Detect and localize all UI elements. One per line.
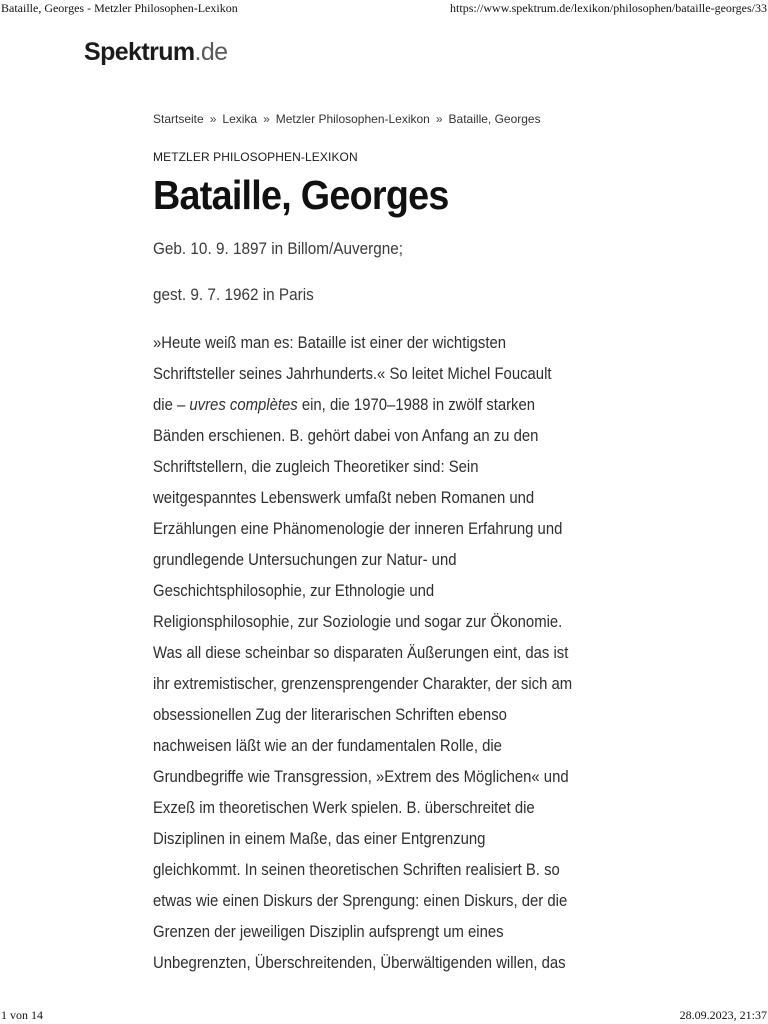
body-line: obsessionellen Zug der literarischen Schriften ebenso xyxy=(153,705,507,724)
body-line: Schriftstellern, die zugleich Theoretiker sind: Sein xyxy=(153,457,479,476)
breadcrumb-lexika-link[interactable]: Lexika xyxy=(222,112,258,126)
body-line: »Heute weiß man es: Bataille ist einer der wichtigsten xyxy=(153,333,507,352)
body-line-emphasis: uvres complètes xyxy=(189,395,298,414)
body-line: Bänden erschienen. B. gehört dabei von Anfang an zu den xyxy=(153,426,539,445)
logo-brand: Spektrum xyxy=(84,38,195,66)
body-line xyxy=(153,389,573,420)
body-line: grundlegende Untersuchungen zur Natur- und xyxy=(153,550,457,569)
article-body xyxy=(153,327,633,978)
body-line: weitgespanntes Lebenswerk umfaßt neben Romanen und xyxy=(153,488,535,507)
breadcrumb-separator: » xyxy=(435,112,443,126)
article-kicker: METZLER PHILOSOPHEN-LEXIKON xyxy=(153,150,358,164)
body-line: Geschichtsphilosophie, zur Ethnologie und xyxy=(153,581,435,600)
breadcrumb-separator: » xyxy=(263,112,270,126)
body-line: gleichkommt. In seinen theoretischen Schriften realisiert B. so xyxy=(153,860,560,879)
body-line: Unbegrenzten, Überschreitenden, Überwältigenden willen, das xyxy=(153,953,566,972)
breadcrumb-metzler-link[interactable]: Metzler Philosophen-Lexikon xyxy=(275,112,430,126)
body-line-text: die – xyxy=(153,395,190,414)
breadcrumb-current-link[interactable]: Bataille, Georges xyxy=(448,112,541,126)
print-datetime: 28.09.2023, 21:37 xyxy=(679,1008,767,1022)
birth-info: Geb. 10. 9. 1897 in Billom/Auvergne; xyxy=(153,239,404,258)
page-counter: 1 von 14 xyxy=(1,1008,43,1022)
logo-tld: .de xyxy=(194,38,228,66)
site-logo[interactable] xyxy=(84,36,227,68)
body-line: Exzeß im theoretischen Werk spielen. B. überschreitet die xyxy=(153,798,535,817)
print-header-title: Bataille, Georges - Metzler Philosophen-Lexikon xyxy=(1,1,238,15)
print-footer xyxy=(0,1008,768,1023)
body-line: Was all diese scheinbar so disparaten Äußerungen eint, das ist xyxy=(153,643,569,662)
article-title: Bataille, Georges xyxy=(153,172,449,218)
body-line: Religionsphilosophie, zur Soziologie und sogar zur Ökonomie. xyxy=(153,612,563,631)
body-line-text: ein, die 1970–1988 in zwölf starken xyxy=(297,395,536,414)
breadcrumb-home-link[interactable]: Startseite xyxy=(153,112,204,126)
body-line: Disziplinen in einem Maße, das einer Entgrenzung xyxy=(153,829,486,848)
body-line: nachweisen läßt wie an der fundamentalen Rolle, die xyxy=(153,736,502,755)
breadcrumb xyxy=(153,112,613,126)
body-line: Schriftsteller seines Jahrhunderts.« So leitet Michel Foucault xyxy=(153,364,552,383)
body-line: Grenzen der jeweiligen Disziplin aufsprengt um eines xyxy=(153,922,504,941)
death-info: gest. 9. 7. 1962 in Paris xyxy=(153,285,314,304)
breadcrumb-separator: » xyxy=(209,112,217,126)
print-header xyxy=(0,1,768,16)
print-header-url: https://www.spektrum.de/lexikon/philosophen/bataille-georges/33 xyxy=(450,1,767,15)
body-line: Grundbegriffe wie Transgression, »Extrem des Möglichen« und xyxy=(153,767,569,786)
body-line: ihr extremistischer, grenzensprengender Charakter, der sich am xyxy=(153,674,573,693)
body-line: Erzählungen eine Phänomenologie der inneren Erfahrung und xyxy=(153,519,563,538)
body-line: etwas wie einen Diskurs der Sprengung: einen Diskurs, der die xyxy=(153,891,568,910)
